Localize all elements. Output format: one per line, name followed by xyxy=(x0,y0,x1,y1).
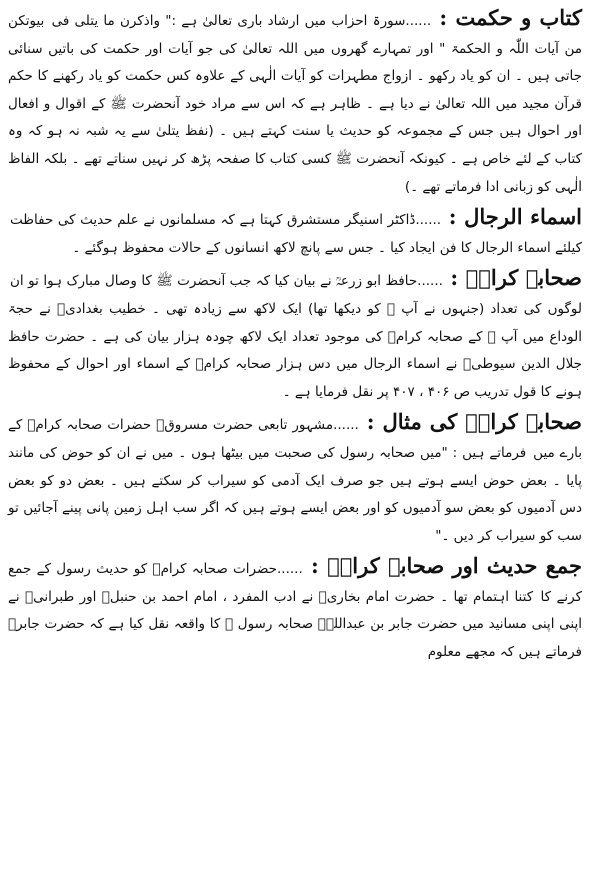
text-line: کتنا اہتمام تھا ۔ حضرت امام بخاریؒ نے ادب المفرد ، امام احمد بن حنبلؒ اور طبرانیؒ نے اپنی اپنی مسانید میں xyxy=(8,588,582,633)
text-line: اسماء الرجال میں دس ہزار صحابہ کرامؓ کے اسماء اور احوال کے محفوظ ہونے کا قول تدریب ص ۴۰۶ ، ۴۰۷ پر xyxy=(8,356,582,400)
text-line: بیوتکن من آیات اللّٰہ و الحکمۃ " اور تمہارے گھروں میں اللہ تعالیٰ کی جو آیات اور حکمت کی باتیں سنائی xyxy=(8,13,582,57)
text-line: ازواج مطہرات کو آیات الٰہی کے علاوہ کس حکمت کو یاد رکھنے کا حکم قرآن مجید میں اللہ تعالیٰ نے دیا xyxy=(8,68,582,112)
section-sahaba-ki-misal xyxy=(8,408,582,550)
text-line: سنت کہتے ہیں ۔ (نفظ یتلیٰ سے یہ شبہ نہ ہو کہ وہ کتاب کے لئے خاص ہے ۔ کیونکہ آنحضرت ﷺ کسی کتاب کا xyxy=(8,123,583,167)
heading-asma-ur-rijal: اسماء الرجال : xyxy=(448,204,582,230)
text-line: حضرت جابر بن عبداللہؓ صحابہ رسول ﷺ کا واقعہ نقل کیا ہے کہ حضرت جابرؓ فرماتے ہیں کہ مجھے معلوم xyxy=(8,616,582,661)
section-asma-ur-rijal xyxy=(8,203,582,262)
text-line: ......حضرات صحابہ کرامؓ کو حدیث رسول کے جمع کرنے کا xyxy=(8,561,583,605)
text-line: ......حافظ ابو زرعہؒ نے بیان کیا کہ جب آنحضرت ﷺ کا وصال مبارک ہوا تو ان xyxy=(10,273,443,290)
text-line: فرماتے ہیں : "میں صحابہ رسول کی صحبت میں بیٹھا ہوں ۔ میں نے ان کو حوض کی مانند پایا ۔ بعض حوض ایسے ہوتے xyxy=(8,444,582,489)
text-line: صفحہ پڑھ کر نہیں سناتے تھے ۔ بلکہ الفاظ الٰہی کو زبانی ادا فرماتے تھے ۔) xyxy=(8,150,582,195)
text-line: ہیں جو صرف ایک آدمی کو سیراب کر سکتے ہیں ۔ بعض دو کو بعض دس آدمیوں کو بعض سو آدمیوں کو اور بعض ایسے xyxy=(8,472,582,517)
text-line: ......مشہور تابعی حضرت مسروقؒ حضرات صحابہ کرامؓ کے بارے میں xyxy=(8,417,582,461)
text-line: جاتی ہیں ۔ ان کو یاد رکھو ۔ xyxy=(416,68,582,85)
heading-sahaba-ki-misal: صحابہ کرامؓ کی مثال : xyxy=(366,409,582,435)
text-line: نقل فرمایا ہے ۔ xyxy=(282,383,374,400)
text-line: ہے ۔ ظاہر ہے کہ اس سے مراد خود آنحضرت ﷺ کے اقوال و افعال اور احوال ہیں جس کے مجموعہ کو حدیث یا xyxy=(8,95,582,140)
heading-jama-hadith: جمع حدیث اور صحابہ کرامؓ : xyxy=(311,553,582,579)
section-sahaba-kiram xyxy=(8,264,582,406)
heading-sahaba-kiram: صحابہ کرامؓ : xyxy=(450,265,582,291)
heading-kitab-o-hikmat: کتاب و حکمت : xyxy=(439,5,582,30)
section-jama-hadith xyxy=(8,552,582,666)
section-kitab-o-hikmat xyxy=(8,4,582,201)
text-line: ......ڈاکٹر اسنیگر مستشرق کہتا ہے کہ مسلمانوں نے علم حدیث کی حفاظت xyxy=(10,212,442,229)
text-line: ہوتے ہیں کہ اگر سب اہل زمین پانی پینے آجائیں تو سب کو سیراب کر دیں ۔" xyxy=(8,500,582,544)
text-line: آپ ﷺ کے صحابہ کرامؓ کی موجود تعداد ایک لاکھ چودہ ہزار بیان کی ہے ۔ حضرت حافظ جلال الدین سیوطیؒ نے xyxy=(8,328,582,373)
text-line: ......سورۃ احزاب میں ارشاد باری تعالیٰ ہے :" واذکرن ما یتلی فی xyxy=(51,13,432,29)
text-line: کیلئے اسماء الرجال کا فن ایجاد کیا ۔ جس سے پانچ لاکھ انسانوں کے حالات محفوظ ہوگئے ۔ xyxy=(72,239,582,256)
text-line: لوگوں کی تعداد (جنہوں نے آپ ﷺ کو دیکھا تھا) ایک لاکھ سے زیادہ تھی ۔ خطیب بغدادیؒ نے حجۃ الوداع میں xyxy=(8,300,582,345)
